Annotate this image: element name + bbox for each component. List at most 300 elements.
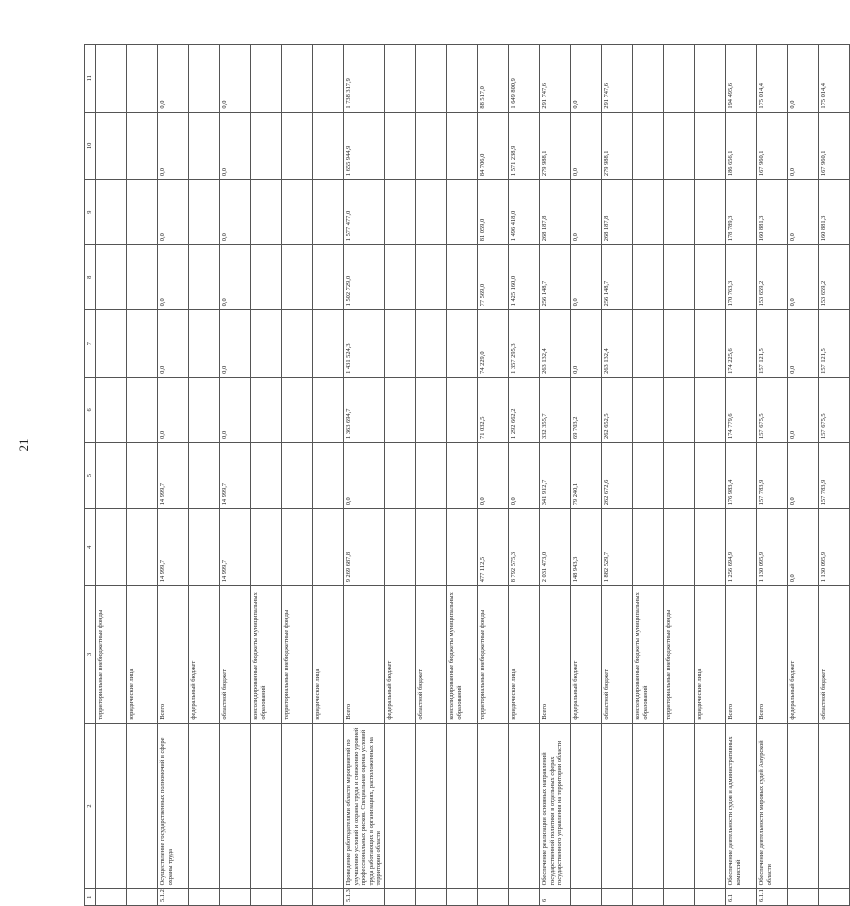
table-cell bbox=[282, 112, 313, 180]
table-cell: 262 652,5 bbox=[601, 377, 632, 442]
table-cell: 153 659,2 bbox=[818, 245, 849, 310]
table-cell: областной бюджет bbox=[220, 586, 251, 723]
table-cell: 1 431 524,3 bbox=[344, 310, 385, 378]
table-cell bbox=[127, 112, 158, 180]
table-cell: 1 130 095,9 bbox=[756, 509, 787, 586]
table-cell: 0,0 bbox=[787, 377, 818, 442]
table-cell bbox=[694, 310, 725, 378]
table-cell: 0,0 bbox=[787, 112, 818, 180]
table-cell: 263 132,4 bbox=[539, 310, 570, 378]
table-cell: 79 240,1 bbox=[570, 442, 601, 508]
table-cell: 160 881,3 bbox=[756, 180, 787, 245]
table-cell bbox=[96, 889, 127, 906]
table-cell bbox=[96, 377, 127, 442]
table-row bbox=[251, 45, 282, 906]
table-cell: 268 187,8 bbox=[539, 180, 570, 245]
table-cell bbox=[127, 45, 158, 113]
table-row bbox=[313, 45, 344, 906]
table-cell: 1 655 944,9 bbox=[344, 112, 385, 180]
table-cell: юридические лица bbox=[313, 586, 344, 723]
table-cell: 291 747,6 bbox=[539, 45, 570, 113]
table-cell bbox=[787, 889, 818, 906]
table-cell: Всего bbox=[344, 586, 385, 723]
table-cell bbox=[96, 310, 127, 378]
table-cell: 0,0 bbox=[787, 45, 818, 113]
table-cell bbox=[694, 245, 725, 310]
table-cell: 268 187,8 bbox=[601, 180, 632, 245]
table-cell: 2 031 473,0 bbox=[539, 509, 570, 586]
table-cell bbox=[189, 112, 220, 180]
table-cell bbox=[282, 45, 313, 113]
table-cell bbox=[127, 180, 158, 245]
table-cell: юридические лица bbox=[127, 586, 158, 723]
table-cell bbox=[189, 245, 220, 310]
table-cell bbox=[384, 245, 415, 310]
table-cell bbox=[96, 723, 127, 889]
table-cell bbox=[446, 377, 477, 442]
table-cell bbox=[787, 723, 818, 889]
table-cell: областной бюджет bbox=[601, 586, 632, 723]
header-cell: 9 bbox=[85, 180, 96, 245]
table-cell bbox=[282, 377, 313, 442]
table-cell bbox=[384, 45, 415, 113]
table-cell bbox=[818, 889, 849, 906]
table-row bbox=[446, 45, 477, 906]
table-cell bbox=[632, 310, 663, 378]
table-cell bbox=[282, 245, 313, 310]
table-cell: 0,0 bbox=[220, 245, 251, 310]
table-cell bbox=[220, 889, 251, 906]
table-cell bbox=[251, 245, 282, 310]
table-cell bbox=[251, 723, 282, 889]
table-cell bbox=[251, 889, 282, 906]
table-cell: 178 789,3 bbox=[725, 180, 756, 245]
table-cell: консолидированные бюджеты муниципальных образований bbox=[446, 586, 477, 723]
table-cell: 157 121,5 bbox=[756, 310, 787, 378]
table-cell: Всего bbox=[725, 586, 756, 723]
table-cell: 0,0 bbox=[477, 442, 508, 508]
table-cell bbox=[251, 377, 282, 442]
table-cell: 0,0 bbox=[220, 310, 251, 378]
table-cell: 262 672,6 bbox=[601, 442, 632, 508]
table-cell: 175 014,4 bbox=[756, 45, 787, 113]
table-cell bbox=[189, 723, 220, 889]
table-cell: консолидированные бюджеты муниципальных образований bbox=[251, 586, 282, 723]
header-cell: 6 bbox=[85, 377, 96, 442]
table-cell: 263 132,4 bbox=[601, 310, 632, 378]
table-cell bbox=[694, 442, 725, 508]
header-cell: 7 bbox=[85, 310, 96, 378]
table-cell: 153 659,2 bbox=[756, 245, 787, 310]
table-cell bbox=[384, 889, 415, 906]
table-cell: 1 577 477,0 bbox=[344, 180, 385, 245]
table-cell: 157 675,5 bbox=[818, 377, 849, 442]
table-cell: федеральный бюджет bbox=[787, 586, 818, 723]
table-cell: 0,0 bbox=[220, 377, 251, 442]
table-cell bbox=[313, 889, 344, 906]
table-cell: 256 148,7 bbox=[539, 245, 570, 310]
table-cell: 0,0 bbox=[570, 45, 601, 113]
table-cell: 0,0 bbox=[570, 245, 601, 310]
table-cell: 332 355,7 bbox=[539, 377, 570, 442]
table-cell: 148 943,3 bbox=[570, 509, 601, 586]
table-cell bbox=[663, 45, 694, 113]
table-cell: территориальные внебюджетные фонды bbox=[477, 586, 508, 723]
table-cell: 0,0 bbox=[344, 442, 385, 508]
table-cell bbox=[313, 245, 344, 310]
table-cell bbox=[632, 245, 663, 310]
table-cell bbox=[694, 509, 725, 586]
table-cell: 69 703,2 bbox=[570, 377, 601, 442]
rotated-table-area bbox=[84, 44, 827, 906]
table-row bbox=[127, 45, 158, 906]
table-cell: 0,0 bbox=[570, 180, 601, 245]
table-row bbox=[818, 45, 849, 906]
table-cell: 8 792 575,3 bbox=[508, 509, 539, 586]
table-cell: 1 738 317,9 bbox=[344, 45, 385, 113]
table-cell bbox=[384, 509, 415, 586]
table-cell: 0,0 bbox=[508, 442, 539, 508]
table-cell bbox=[694, 889, 725, 906]
table-cell bbox=[415, 723, 446, 889]
table-cell: 6 bbox=[539, 889, 570, 906]
table-cell bbox=[189, 509, 220, 586]
table-cell: Осуществление государственных полномочий в сфере охраны труда bbox=[158, 723, 189, 889]
table-cell: 477 112,5 bbox=[477, 509, 508, 586]
table-cell bbox=[570, 723, 601, 889]
header-row bbox=[85, 45, 96, 906]
table-cell bbox=[446, 509, 477, 586]
table-cell: 0,0 bbox=[787, 310, 818, 378]
table-cell: 1 363 694,7 bbox=[344, 377, 385, 442]
header-cell: 3 bbox=[85, 586, 96, 723]
table-cell bbox=[282, 442, 313, 508]
table-cell bbox=[477, 889, 508, 906]
table-row bbox=[508, 45, 539, 906]
table-cell: 0,0 bbox=[570, 310, 601, 378]
table-cell bbox=[694, 180, 725, 245]
table-cell: 170 763,3 bbox=[725, 245, 756, 310]
table-row bbox=[96, 45, 127, 906]
table-cell bbox=[96, 45, 127, 113]
table-cell bbox=[127, 723, 158, 889]
page-number: 21 bbox=[16, 438, 31, 452]
table-row bbox=[415, 45, 446, 906]
table-cell: 1 292 662,2 bbox=[508, 377, 539, 442]
table-cell bbox=[632, 112, 663, 180]
table-cell bbox=[415, 377, 446, 442]
table-cell: 14 999,7 bbox=[220, 509, 251, 586]
header-cell: 11 bbox=[85, 45, 96, 113]
table-cell: федеральный бюджет bbox=[570, 586, 601, 723]
table-cell bbox=[384, 723, 415, 889]
table-cell bbox=[127, 889, 158, 906]
table-row bbox=[601, 45, 632, 906]
table-cell bbox=[96, 112, 127, 180]
table-cell: 6.1 bbox=[725, 889, 756, 906]
table-cell: 0,0 bbox=[787, 509, 818, 586]
table-cell bbox=[663, 509, 694, 586]
table-cell bbox=[282, 889, 313, 906]
table-cell bbox=[415, 509, 446, 586]
table-cell: 157 121,5 bbox=[818, 310, 849, 378]
table-cell bbox=[251, 180, 282, 245]
table-cell bbox=[570, 889, 601, 906]
table-cell: Всего bbox=[158, 586, 189, 723]
table-cell bbox=[220, 723, 251, 889]
table-cell bbox=[477, 723, 508, 889]
table-cell: 5.1.3 bbox=[344, 889, 385, 906]
table-cell bbox=[127, 310, 158, 378]
table-cell bbox=[632, 442, 663, 508]
table-cell bbox=[663, 112, 694, 180]
table-cell: 5.1.2 bbox=[158, 889, 189, 906]
table-cell bbox=[632, 180, 663, 245]
table-row bbox=[158, 45, 189, 906]
table-cell bbox=[694, 377, 725, 442]
table-cell bbox=[663, 377, 694, 442]
table-cell: 157 783,9 bbox=[756, 442, 787, 508]
table-cell: 256 148,7 bbox=[601, 245, 632, 310]
table-cell: 157 783,9 bbox=[818, 442, 849, 508]
table-cell bbox=[446, 245, 477, 310]
table-row bbox=[220, 45, 251, 906]
table-cell: Обеспечение реализации основных направлений государственной политики в отдельных сферах государственного управления на территории области bbox=[539, 723, 570, 889]
table-cell bbox=[632, 889, 663, 906]
table-row bbox=[787, 45, 818, 906]
table-cell: юридические лица bbox=[508, 586, 539, 723]
table-cell bbox=[663, 245, 694, 310]
table-cell: федеральный бюджет bbox=[189, 586, 220, 723]
table-cell: 341 912,7 bbox=[539, 442, 570, 508]
table-cell: 174 779,6 bbox=[725, 377, 756, 442]
header-cell: 2 bbox=[85, 723, 96, 889]
table-cell bbox=[189, 310, 220, 378]
table-cell bbox=[384, 442, 415, 508]
table-cell: 279 988,1 bbox=[601, 112, 632, 180]
table-cell: 1 130 095,9 bbox=[818, 509, 849, 586]
header-cell: 4 bbox=[85, 509, 96, 586]
table-cell: 0,0 bbox=[158, 180, 189, 245]
table-cell: Всего bbox=[539, 586, 570, 723]
table-cell bbox=[313, 509, 344, 586]
table-cell bbox=[818, 723, 849, 889]
table-cell bbox=[415, 442, 446, 508]
table-row bbox=[539, 45, 570, 906]
table-cell bbox=[313, 112, 344, 180]
table-cell bbox=[632, 509, 663, 586]
table-cell bbox=[415, 45, 446, 113]
table-cell: 0,0 bbox=[158, 310, 189, 378]
table-cell bbox=[446, 45, 477, 113]
table-cell: областной бюджет bbox=[415, 586, 446, 723]
table-cell bbox=[282, 723, 313, 889]
financing-table bbox=[84, 44, 850, 906]
table-cell: областной бюджет bbox=[818, 586, 849, 723]
table-cell: 186 656,1 bbox=[725, 112, 756, 180]
table-cell: 0,0 bbox=[220, 180, 251, 245]
table-cell bbox=[446, 112, 477, 180]
table-row bbox=[189, 45, 220, 906]
table-cell bbox=[663, 442, 694, 508]
table-cell: 0,0 bbox=[787, 180, 818, 245]
table-cell: 167 960,1 bbox=[818, 112, 849, 180]
table-cell bbox=[508, 889, 539, 906]
table-cell: 0,0 bbox=[570, 112, 601, 180]
table-cell bbox=[282, 509, 313, 586]
table-cell: 0,0 bbox=[220, 45, 251, 113]
table-cell bbox=[446, 310, 477, 378]
table-cell bbox=[251, 45, 282, 113]
table-cell bbox=[663, 310, 694, 378]
table-cell bbox=[127, 509, 158, 586]
table-row bbox=[725, 45, 756, 906]
table-cell bbox=[694, 112, 725, 180]
table-cell bbox=[189, 442, 220, 508]
table-cell: 88 517,0 bbox=[477, 45, 508, 113]
table-cell bbox=[415, 112, 446, 180]
table-cell: 77 569,0 bbox=[477, 245, 508, 310]
table-cell bbox=[251, 112, 282, 180]
table-cell bbox=[313, 442, 344, 508]
table-cell bbox=[127, 377, 158, 442]
table-cell: 291 747,6 bbox=[601, 45, 632, 113]
table-cell: 0,0 bbox=[787, 442, 818, 508]
table-cell bbox=[313, 310, 344, 378]
table-cell bbox=[508, 723, 539, 889]
table-cell bbox=[632, 45, 663, 113]
table-cell bbox=[127, 245, 158, 310]
table-cell: 1 425 160,0 bbox=[508, 245, 539, 310]
table-cell bbox=[189, 180, 220, 245]
table-cell bbox=[663, 723, 694, 889]
table-cell: 0,0 bbox=[158, 245, 189, 310]
table-cell: 81 059,0 bbox=[477, 180, 508, 245]
table-cell: 14 999,7 bbox=[158, 442, 189, 508]
table-row bbox=[344, 45, 385, 906]
table-cell bbox=[601, 889, 632, 906]
table-cell bbox=[96, 509, 127, 586]
table-cell: 0,0 bbox=[220, 112, 251, 180]
table-cell: Проведение работодателями области мероприятий по улучшению условий и охраны труда и снижению уровней профессиональных рисков. Специальная оценка условий труда работающих в организациях, расположенных на территории области bbox=[344, 723, 385, 889]
table-cell: 1 256 694,9 bbox=[725, 509, 756, 586]
table-cell: 194 495,6 bbox=[725, 45, 756, 113]
table-cell bbox=[189, 889, 220, 906]
table-cell: 71 032,5 bbox=[477, 377, 508, 442]
table-cell: 84 706,0 bbox=[477, 112, 508, 180]
table-cell: 176 983,4 bbox=[725, 442, 756, 508]
table-cell: 1 357 295,3 bbox=[508, 310, 539, 378]
table-cell bbox=[282, 310, 313, 378]
table-cell: территориальные внебюджетные фонды bbox=[282, 586, 313, 723]
table-cell bbox=[189, 45, 220, 113]
table-row bbox=[570, 45, 601, 906]
table-cell bbox=[663, 889, 694, 906]
table-cell bbox=[384, 112, 415, 180]
table-cell bbox=[446, 442, 477, 508]
table-cell: Всего bbox=[756, 586, 787, 723]
table-cell: 160 881,3 bbox=[818, 180, 849, 245]
table-cell: 0,0 bbox=[158, 45, 189, 113]
header-cell: 10 bbox=[85, 112, 96, 180]
table-cell: 14 999,7 bbox=[220, 442, 251, 508]
table-cell: 14 999,7 bbox=[158, 509, 189, 586]
table-cell: территориальные внебюджетные фонды bbox=[663, 586, 694, 723]
table-cell: юридические лица bbox=[694, 586, 725, 723]
table-cell bbox=[415, 310, 446, 378]
table-cell: 167 960,1 bbox=[756, 112, 787, 180]
table-cell: 279 988,1 bbox=[539, 112, 570, 180]
table-cell bbox=[415, 245, 446, 310]
table-row bbox=[663, 45, 694, 906]
table-row bbox=[632, 45, 663, 906]
table-cell bbox=[251, 310, 282, 378]
table-cell bbox=[632, 377, 663, 442]
table-cell: 1 502 729,0 bbox=[344, 245, 385, 310]
table-cell bbox=[313, 377, 344, 442]
table-cell bbox=[189, 377, 220, 442]
table-row bbox=[282, 45, 313, 906]
table-cell bbox=[127, 442, 158, 508]
table-cell: Обеспечение деятельности мировых судей Амурской области bbox=[756, 723, 787, 889]
table-cell: 175 014,4 bbox=[818, 45, 849, 113]
table-cell bbox=[694, 45, 725, 113]
table-cell: 1 496 418,0 bbox=[508, 180, 539, 245]
table-cell bbox=[313, 45, 344, 113]
table-cell bbox=[96, 180, 127, 245]
table-row bbox=[694, 45, 725, 906]
table-cell: 174 225,6 bbox=[725, 310, 756, 378]
table-cell: 9 269 687,8 bbox=[344, 509, 385, 586]
table-cell: федеральный бюджет bbox=[384, 586, 415, 723]
table-cell: консолидированные бюджеты муниципальных образований bbox=[632, 586, 663, 723]
table-cell bbox=[446, 180, 477, 245]
table-cell: 0,0 bbox=[787, 245, 818, 310]
table-cell bbox=[251, 442, 282, 508]
table-cell: 6.1.1 bbox=[756, 889, 787, 906]
table-cell: 74 229,0 bbox=[477, 310, 508, 378]
table-row bbox=[477, 45, 508, 906]
table-row bbox=[756, 45, 787, 906]
table-cell bbox=[251, 509, 282, 586]
table-cell: 1 649 800,9 bbox=[508, 45, 539, 113]
table-cell bbox=[446, 889, 477, 906]
table-cell: 1 882 529,7 bbox=[601, 509, 632, 586]
table-row bbox=[384, 45, 415, 906]
header-cell: 5 bbox=[85, 442, 96, 508]
table-cell: территориальные внебюджетные фонды bbox=[96, 586, 127, 723]
header-cell: 1 bbox=[85, 889, 96, 906]
table-cell bbox=[415, 180, 446, 245]
rotated-table bbox=[84, 44, 827, 906]
table-cell bbox=[313, 180, 344, 245]
table-cell bbox=[415, 889, 446, 906]
table-cell bbox=[384, 310, 415, 378]
table-cell bbox=[282, 180, 313, 245]
header-cell: 8 bbox=[85, 245, 96, 310]
table-cell bbox=[632, 723, 663, 889]
table-cell bbox=[601, 723, 632, 889]
table-cell: Обеспечение деятельности судов и административных комиссий bbox=[725, 723, 756, 889]
table-cell bbox=[384, 180, 415, 245]
table-cell: 1 571 238,9 bbox=[508, 112, 539, 180]
table-cell bbox=[313, 723, 344, 889]
table-cell bbox=[694, 723, 725, 889]
table-cell bbox=[663, 180, 694, 245]
table-cell bbox=[96, 442, 127, 508]
table-cell bbox=[446, 723, 477, 889]
table-cell: 0,0 bbox=[158, 377, 189, 442]
